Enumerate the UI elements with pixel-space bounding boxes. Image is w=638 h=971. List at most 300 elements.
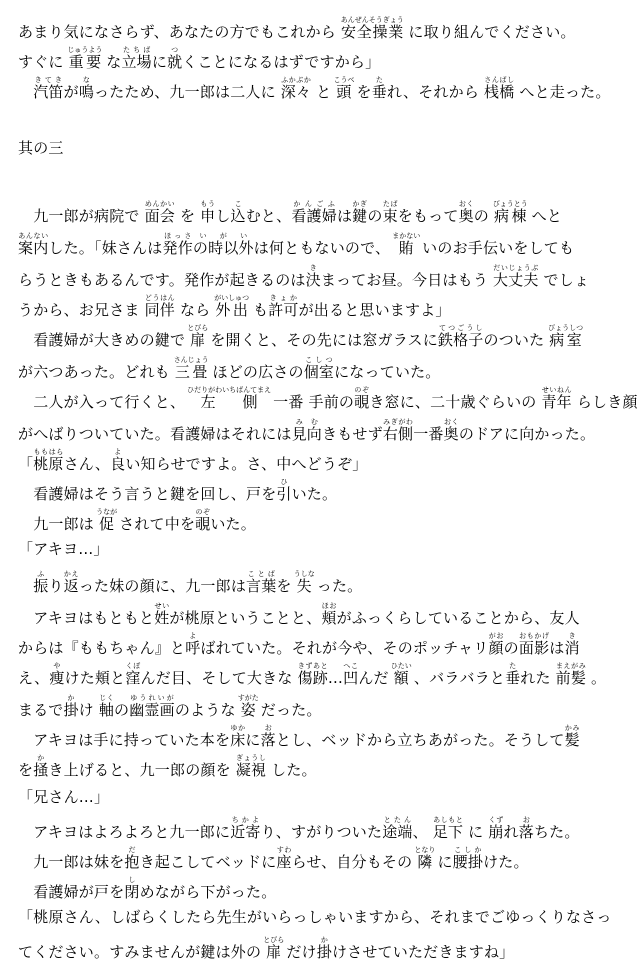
ruby-word	[124, 876, 140, 901]
ruby-base: 桃原	[33, 455, 64, 473]
text-line	[18, 694, 606, 720]
furigana: ぎょうし	[235, 754, 267, 762]
ruby-base: 発作	[162, 239, 193, 257]
ruby-word	[354, 386, 370, 411]
ruby-word	[230, 724, 246, 749]
ruby-base: 崩	[488, 823, 504, 841]
ruby-word	[382, 200, 398, 225]
ruby-word	[548, 324, 584, 349]
text-run: き窓に、二十歳ぐらいの	[369, 393, 542, 411]
text-run: 一番	[413, 425, 444, 443]
ruby-word	[541, 386, 572, 411]
ruby-word	[518, 816, 534, 841]
ruby-base: 窪	[125, 669, 141, 687]
ruby-base: 軸	[98, 701, 115, 719]
ruby-word	[488, 816, 504, 841]
text-line	[18, 264, 606, 290]
furigana: こ	[230, 200, 246, 208]
ruby-word	[432, 816, 464, 841]
ruby-word	[167, 46, 183, 71]
ruby-word	[276, 478, 292, 503]
ruby-base: 立場	[121, 53, 152, 71]
furigana: さんじょう	[173, 356, 209, 364]
ruby-base: 傷跡	[297, 669, 328, 687]
text-run: 看護婦はそう言うと鍵を回し、戸を	[18, 485, 277, 503]
ruby-base: 凹	[343, 669, 359, 687]
text-run: した。	[266, 761, 317, 779]
furigana: よ	[110, 448, 126, 456]
ruby-base: 面会	[144, 207, 175, 225]
ruby-base: 言葉	[246, 577, 277, 595]
text-line	[18, 632, 606, 658]
text-run: れた	[520, 669, 556, 687]
text-run: き起こしてベッドに	[139, 853, 277, 871]
ruby-word	[187, 386, 272, 411]
furigana: びょうしつ	[548, 324, 584, 332]
ruby-base: 大丈夫	[492, 271, 539, 289]
ruby-word	[505, 662, 521, 687]
ruby-word	[121, 46, 152, 71]
ruby-base: 掛	[316, 943, 332, 961]
furigana: だいじょうぶ	[492, 264, 539, 272]
furigana: とたん	[382, 816, 413, 824]
text-run: らしき顔	[571, 393, 638, 411]
furigana: し	[124, 876, 140, 884]
ruby-base: 病棟	[492, 207, 528, 225]
ruby-word	[305, 264, 321, 289]
text-run: でしょ	[538, 271, 590, 289]
text-run: が出ると思いますよ」	[298, 301, 451, 319]
text-run: 二人が入って行くと、	[18, 393, 191, 411]
ruby-word	[98, 694, 115, 719]
ruby-base: 垂	[371, 83, 387, 101]
ruby-word	[316, 936, 332, 961]
text-line	[18, 816, 606, 842]
ruby-word	[263, 936, 285, 961]
ruby-base: 途端	[382, 823, 413, 841]
furigana: か	[316, 936, 332, 944]
ruby-word	[49, 662, 65, 687]
ruby-word	[518, 632, 550, 657]
ruby-base: 近寄	[230, 823, 261, 841]
ruby-base: 右側	[382, 425, 414, 443]
text-run: になっていた。	[334, 363, 441, 381]
text-line	[18, 478, 606, 504]
furigana: な	[78, 76, 94, 84]
text-run: し	[215, 207, 231, 225]
text-run: の	[473, 207, 494, 225]
ruby-base: 深々	[280, 83, 312, 101]
ruby-base: 頬	[321, 609, 337, 627]
text-run: した。「妹さんは	[48, 239, 163, 257]
ruby-base: 病室	[548, 331, 584, 349]
furigana: ちかよ	[230, 816, 261, 824]
text-run: り	[48, 577, 64, 595]
furigana: あんない	[18, 232, 49, 240]
furigana: のぞ	[354, 386, 370, 394]
ruby-base: 振	[33, 577, 49, 595]
ruby-word	[125, 662, 141, 687]
ruby-base: 床	[230, 731, 246, 749]
text-run: されて中を	[114, 515, 196, 533]
furigana: か	[33, 754, 49, 762]
text-run: は	[549, 639, 565, 657]
text-run: さん、	[63, 455, 111, 473]
text-run: が桃原ということと、	[169, 609, 322, 627]
text-run: った。	[311, 577, 363, 595]
text-line	[18, 906, 612, 927]
furigana: きょか	[268, 294, 299, 302]
ruby-word	[110, 448, 126, 473]
furigana: がお	[488, 632, 504, 640]
text-run: らせ、自分もその	[291, 853, 418, 871]
ruby-base: 許可	[268, 301, 299, 319]
furigana: かえ	[63, 570, 79, 578]
ruby-base: 呼	[185, 639, 201, 657]
furigana: ひだりがわいちばんてまえ	[187, 386, 272, 394]
text-line	[18, 448, 606, 474]
text-run: 九一郎は	[18, 515, 99, 533]
ruby-base: 鉄格子	[437, 331, 484, 349]
ruby-base: 個室	[303, 363, 335, 381]
text-run: 看護婦が戸を	[18, 883, 125, 901]
ruby-base: 申	[200, 207, 216, 225]
ruby-word	[303, 356, 335, 381]
ruby-word	[230, 200, 246, 225]
text-run: を	[351, 83, 372, 101]
text-run: からは『ももちゃん』と	[18, 639, 186, 657]
text-line	[18, 570, 606, 596]
ruby-word	[154, 602, 170, 627]
ruby-base: 青年	[541, 393, 572, 411]
ruby-base: 落	[518, 823, 534, 841]
furigana: きてき	[33, 76, 64, 84]
furigana: めんかい	[144, 200, 175, 208]
ruby-base: 案内	[18, 239, 49, 257]
text-run: まってお昼。今日はもう	[320, 271, 493, 289]
text-run: ほどの広さの	[207, 363, 304, 381]
ruby-base: 覗	[354, 393, 370, 411]
ruby-base: 込	[230, 207, 246, 225]
section-heading: 其の三	[18, 139, 64, 157]
ruby-word	[392, 232, 421, 257]
ruby-base: 消	[564, 639, 580, 657]
text-line	[18, 46, 606, 72]
ruby-word	[246, 570, 277, 595]
ruby-base: 前髪	[555, 669, 587, 687]
furigana: おもかげ	[518, 632, 550, 640]
ruby-word	[237, 694, 259, 719]
ruby-word	[187, 324, 209, 349]
ruby-base: 返	[63, 577, 79, 595]
ruby-base: 安全操業	[340, 23, 404, 41]
text-run: んだ目、そして大きな	[140, 669, 298, 687]
text-run: が六つあった。どれも	[18, 363, 175, 381]
ruby-base: 扉	[263, 943, 285, 961]
ruby-base: の時以外	[192, 239, 254, 257]
text-run: 九一郎は妹を	[18, 853, 125, 871]
ruby-word	[452, 846, 484, 871]
text-line	[18, 846, 606, 872]
text-run: った妹の顔に、九一郎は	[78, 577, 247, 595]
text-run: に	[245, 731, 261, 749]
ruby-base: 良	[110, 455, 126, 473]
ruby-word	[291, 418, 323, 443]
ruby-base: 鳴	[78, 83, 95, 101]
ruby-base: 決	[305, 271, 321, 289]
furigana: お	[518, 816, 534, 824]
text-line	[18, 508, 606, 534]
furigana: かんごふ	[291, 200, 337, 208]
ruby-base: 掛	[63, 701, 79, 719]
text-run: アキヨは手に持っていた本を	[18, 731, 231, 749]
ruby-word	[371, 76, 387, 101]
ruby-base: 就	[167, 53, 183, 71]
ruby-base: 面影	[518, 639, 550, 657]
text-line	[18, 200, 606, 226]
text-run: も	[248, 301, 269, 319]
text-line	[18, 294, 606, 320]
ruby-word	[214, 294, 250, 319]
furigana: どうはん	[144, 294, 175, 302]
text-run: に	[432, 853, 453, 871]
ruby-base: 頭	[333, 83, 355, 101]
text-run: いた。	[291, 485, 338, 503]
furigana: ゆうれいが	[129, 694, 175, 702]
furigana: うなが	[96, 508, 118, 516]
text-run: き上げると、九一郎の顔を	[48, 761, 236, 779]
furigana: ことば	[246, 570, 277, 578]
ruby-base: 閉	[124, 883, 140, 901]
text-run: え、	[18, 669, 50, 687]
ruby-word	[293, 570, 315, 595]
text-line	[18, 786, 606, 807]
text-run: いのお手伝いをしても	[417, 239, 575, 257]
ruby-word	[67, 46, 103, 71]
text-run: へと走った。	[514, 83, 611, 101]
text-line	[18, 936, 606, 962]
text-line	[18, 754, 606, 780]
furigana: きずあと	[297, 662, 328, 670]
text-run: 。	[586, 669, 607, 687]
ruby-word	[492, 200, 528, 225]
text-run: くことになるはずですから」	[182, 53, 381, 71]
text-line	[18, 232, 606, 258]
furigana: た	[371, 76, 387, 84]
text-run: 「桃原さん、しばらくしたら先生がいらっしゃいますから、それまでごゆっくりなさっ	[18, 908, 612, 926]
text-run: と	[311, 83, 337, 101]
furigana: うしな	[293, 570, 315, 578]
ruby-word	[340, 16, 404, 41]
ruby-base: 髪	[564, 731, 580, 749]
ruby-base: 三畳	[173, 363, 209, 381]
furigana: こしつ	[303, 356, 335, 364]
ruby-word	[129, 694, 175, 719]
ruby-base: 隣	[414, 853, 436, 871]
furigana: てつごうし	[437, 324, 484, 332]
text-run: の	[503, 639, 519, 657]
text-run: の	[114, 701, 130, 719]
text-run: すぐに	[18, 53, 69, 71]
ruby-base: 失	[293, 577, 315, 595]
text-run: を	[276, 577, 297, 595]
ruby-word	[437, 324, 484, 349]
ruby-word	[96, 508, 118, 533]
text-run: をもって	[397, 207, 459, 225]
ruby-word	[382, 418, 414, 443]
text-run: アキヨはよろよろと九一郎に	[18, 823, 231, 841]
text-run: とし、ベッドから立ちあがった。そうして	[275, 731, 565, 749]
text-line	[18, 16, 606, 42]
text-run: を	[174, 207, 201, 225]
furigana: とびら	[263, 936, 285, 944]
furigana: あんぜんそうぎょう	[340, 16, 404, 24]
furigana: き	[564, 632, 580, 640]
text-run: あまり気になさらず、あなたの方でもこれから	[18, 23, 341, 41]
text-line	[18, 662, 606, 688]
ruby-base: 扉	[187, 331, 209, 349]
text-run: がへばりついていた。看護婦はそれには	[18, 425, 292, 443]
furigana: へこ	[343, 662, 359, 670]
text-run: が	[63, 83, 79, 101]
ruby-base: 額	[390, 669, 412, 687]
furigana: こうべ	[333, 76, 355, 84]
furigana: ゆか	[230, 724, 246, 732]
furigana: おく	[443, 418, 459, 426]
ruby-word	[230, 816, 261, 841]
furigana: ほっさ	[162, 232, 193, 240]
text-run: いた。	[210, 515, 256, 533]
ruby-base: 促	[96, 515, 118, 533]
ruby-word	[390, 662, 412, 687]
ruby-word	[333, 76, 355, 101]
text-line	[18, 76, 611, 102]
ruby-base: 痩	[49, 669, 65, 687]
furigana: あしもと	[432, 816, 464, 824]
furigana: き	[305, 264, 321, 272]
furigana: くず	[488, 816, 504, 824]
furigana: まかない	[392, 232, 421, 240]
text-run: 、	[412, 823, 433, 841]
ruby-word	[297, 662, 328, 687]
furigana: こしか	[452, 846, 484, 854]
ruby-word	[63, 570, 79, 595]
text-line	[18, 538, 606, 559]
ruby-word	[488, 632, 504, 657]
text-run: に	[151, 53, 168, 71]
ruby-word	[268, 294, 299, 319]
ruby-base: 桟橋	[484, 83, 515, 101]
furigana: まえがみ	[555, 662, 587, 670]
text-run: めながら下がった。	[139, 883, 277, 901]
text-run: 九一郎が病院で	[18, 207, 145, 225]
ruby-base: 腰掛	[452, 853, 484, 871]
ruby-base: 看護婦	[291, 207, 337, 225]
text-run: てください。すみませんが鍵は外の	[18, 943, 267, 961]
furigana: や	[49, 662, 65, 670]
ruby-word	[173, 356, 209, 381]
text-run: のドアに向かった。	[458, 425, 596, 443]
ruby-base: 足下	[432, 823, 464, 841]
furigana: みむ	[291, 418, 322, 426]
ruby-word	[192, 232, 254, 257]
ruby-base: 外出	[214, 301, 250, 319]
text-run: り、すがりついた	[260, 823, 383, 841]
text-line	[18, 602, 606, 628]
ruby-word	[276, 846, 292, 871]
ruby-base: 奥	[458, 207, 474, 225]
ruby-base: 汽笛	[33, 83, 64, 101]
text-run: 「兄さん…」	[18, 788, 110, 806]
ruby-word	[260, 724, 276, 749]
text-line	[18, 418, 606, 444]
ruby-word	[291, 200, 337, 225]
text-run: ったため、九一郎は二人に	[94, 83, 281, 101]
ruby-word	[280, 76, 312, 101]
text-run: けた頬と	[64, 669, 126, 687]
ruby-base: 垂	[505, 669, 521, 687]
text-run: なら	[174, 301, 216, 319]
ruby-word	[492, 264, 539, 289]
ruby-word	[33, 570, 49, 595]
ruby-word	[564, 632, 580, 657]
furigana: たば	[382, 200, 398, 208]
ruby-base: 引	[276, 485, 292, 503]
ruby-base: 抱	[124, 853, 140, 871]
text-run: だけ	[281, 943, 317, 961]
ruby-base: 重要	[67, 53, 103, 71]
text-line	[18, 356, 606, 382]
furigana: じゅうよう	[67, 46, 103, 54]
ruby-word	[443, 418, 459, 443]
ruby-word	[144, 200, 175, 225]
ruby-word	[63, 694, 79, 719]
furigana: せいねん	[541, 386, 572, 394]
furigana: ももはら	[33, 448, 64, 456]
furigana: となり	[414, 846, 436, 854]
text-run: へと	[526, 207, 563, 225]
text-run: は何ともないので、	[253, 239, 396, 257]
ruby-word	[144, 294, 175, 319]
ruby-base: 同伴	[144, 301, 175, 319]
ruby-word	[555, 662, 587, 687]
furigana: せい	[154, 602, 170, 610]
ruby-word	[33, 754, 49, 779]
furigana: すわ	[276, 846, 292, 854]
text-run: の	[367, 207, 383, 225]
text-run: 「	[18, 455, 34, 473]
text-run: むと、	[245, 207, 292, 225]
ruby-base: 幽霊画	[129, 701, 175, 719]
text-run: に	[463, 823, 489, 841]
furigana: つ	[167, 46, 183, 54]
text-run: な	[101, 53, 122, 71]
ruby-word	[484, 76, 515, 101]
ruby-word	[564, 724, 580, 749]
furigana: た	[505, 662, 521, 670]
ruby-base: 落	[260, 731, 276, 749]
ruby-base: 姓	[154, 609, 170, 627]
ruby-word	[33, 76, 64, 101]
text-run: んだ	[358, 669, 394, 687]
text-run: け	[78, 701, 99, 719]
ruby-base: 掻	[33, 761, 49, 779]
furigana: じく	[98, 694, 115, 702]
text-run: 「アキヨ…」	[18, 540, 109, 558]
text-line	[18, 724, 606, 750]
text-run: 一番 手前の	[268, 393, 355, 411]
ruby-word	[414, 846, 436, 871]
